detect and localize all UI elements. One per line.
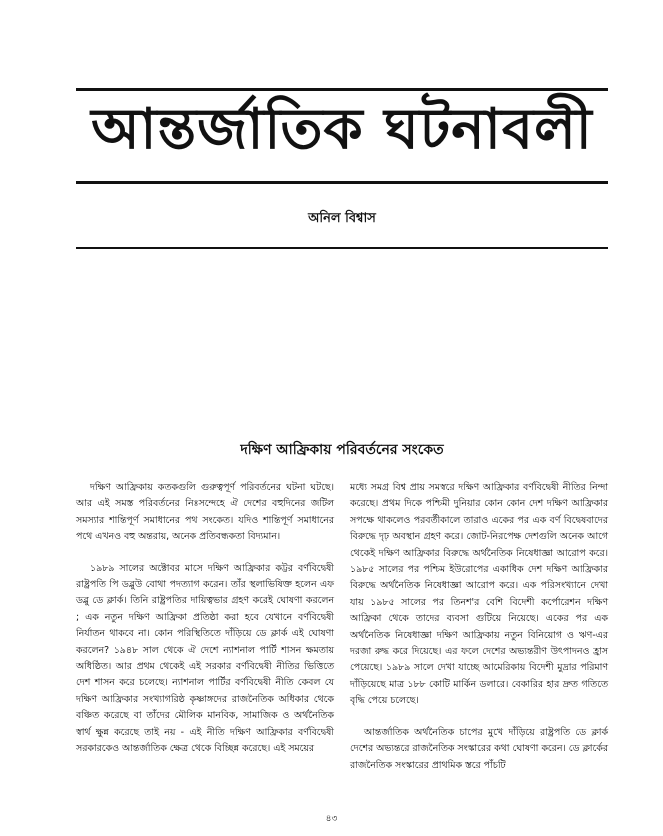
left-text-column <box>76 480 334 773</box>
top-rule <box>76 88 608 91</box>
article-heading: দক্ষিণ আফ্রিকায় পরিবর্তনের সংকেত <box>240 442 444 458</box>
title-bottom-rule <box>76 181 608 184</box>
page-title: আন্তর্জাতিক ঘটনাবলী <box>91 97 593 162</box>
right-text-column <box>350 480 608 789</box>
paragraph: দক্ষিণ আফ্রিকায় কতকগুলি গুরুত্বপূর্ণ পরিবর্তনের ঘটনা ঘটছে। আর এই সমস্ত পরিবর্তনের নিঃসন্দেহে ঐ দেশের বহুদিনের জটিল সমস্যার শান্তিপূর্ণ সমাধানের পথ সংকেত। যদিও শান্তিপূর্ণ সমাধানের পথে এখনও বহু অন্তরায়, অনেক প্রতিবন্ধকতা বিদ্যমান। <box>76 482 334 543</box>
paragraph: ১৯৮৯ সালের অক্টোবর মাসে দক্ষিণ আফ্রিকার কট্টর বর্ণবিদ্বেষী রাষ্ট্রপতি পি ডব্লুউ বোথা পদত্যাগ করেন। তাঁর স্থলাভিষিক্ত হলেন এফ ডব্লু ডে ক্লার্ক। তিনি রাষ্ট্রপতির দায়িত্বভার গ্রহণ করেই ঘোষণা করলেন ; এক নতুন দক্ষিণ আফ্রিকা প্রতিষ্ঠা করা হবে যেখানে বর্ণবিদ্বেষী নির্যাতন থাকবে না। কোন পরিস্থিতিতে দাঁড়িয়ে ডে ক্লার্ক এই ঘোষণা করলেন? ১৯৪৮ সাল থেকে ঐ দেশে ন্যাশনাল পার্টি শাসন ক্ষমতায় অধিষ্ঠিত। আর প্রথম থেকেই এই সরকার বর্ণবিদ্বেষী নীতির ভিত্তিতে দেশ শাসন করে চলেছে। ন্যাশনাল পার্টির বর্ণবিদ্বেষী নীতি কেবল যে দক্ষিণ আফ্রিকার সংখ্যাগরিষ্ঠ কৃষ্ণাঙ্গদের রাজনৈতিক অধিকার থেকে বঞ্চিত করেছে বা তাঁদের মৌলিক মানবিক, সামাজিক ও অর্থনৈতিক স্বার্থ ক্ষুন্ন করেছে তাই নয় - এই নীতি দক্ষিণ আফ্রিকার বর্ণবিদ্বেষী সরকারকেও আন্তর্জাতিক ক্ষেত্র থেকে বিচ্ছিন্ন করেছে। এই সময়ের <box>76 562 334 755</box>
page-number: ৪৩ <box>325 814 338 824</box>
paragraph: আন্তর্জাতিক অর্থনৈতিক চাপের মুখে দাঁড়িয়ে রাষ্ট্রপতি ডে ক্লার্ক দেশের অভ্যন্তরে রাজনৈতিক সংস্কারের কথা ঘোষণা করেন। ডে ক্লার্কের রাজনৈতিক সংস্কারের প্রাথমিক স্তরে পাঁচটি <box>350 726 608 771</box>
paragraph: মধ্যে সমগ্র বিশ্ব প্রায় সমস্বরে দক্ষিণ আফ্রিকার বর্ণবিদ্বেষী নীতির নিন্দা করেছে। প্রথম দিকে পশ্চিমী দুনিয়ার কোন কোন দেশ দক্ষিণ আফ্রিকার সপক্ষে থাকলেও পরবর্তীকালে তারাও একের পর এক বর্ণ বিদ্বেষবাদের বিরুদ্ধে দৃঢ় অবস্থান গ্রহণ করে। জোট-নিরপেক্ষ দেশগুলি অনেক আগে থেকেই দক্ষিণ আফ্রিকার বিরুদ্ধে অর্থনৈতিক নিষেধাজ্ঞা আরোপ করে। ১৯৮৫ সালের পর পশ্চিম ইউরোপের একাধিক দেশ দক্ষিণ আফ্রিকার বিরুদ্ধে অর্থনৈতিক নিষেধাজ্ঞা আরোপ করে। এক পরিসংখ্যানে দেখা যায় ১৯৮৫ সালের পর তিনশ'র বেশি বিদেশী কর্পোরেশন দক্ষিণ আফ্রিকা থেকে তাদের ব্যবসা গুটিয়ে নিয়েছে। একের পর এক অর্থনৈতিক নিষেধাজ্ঞা দক্ষিণ আফ্রিকায় নতুন বিনিয়োগ ও ঋণ-এর দরজা রুদ্ধ করে দিয়েছে। এর ফলে দেশের অভ্যন্তরীণ উৎপাদনও হ্রাস পেয়েছে। ১৯৮৯ সালে দেখা যাচ্ছে আমেরিকায় বিদেশী মুদ্রার পরিমাণ দাঁড়িয়েছে মাত্র ১৮৮ কোটি মার্কিন ডলারে। বেকারির হার দ্রুত গতিতে বৃদ্ধি পেয়ে চলেছে। <box>350 482 608 707</box>
author-bottom-rule <box>76 247 608 249</box>
author-name: অনিল বিশ্বাস <box>308 211 376 226</box>
